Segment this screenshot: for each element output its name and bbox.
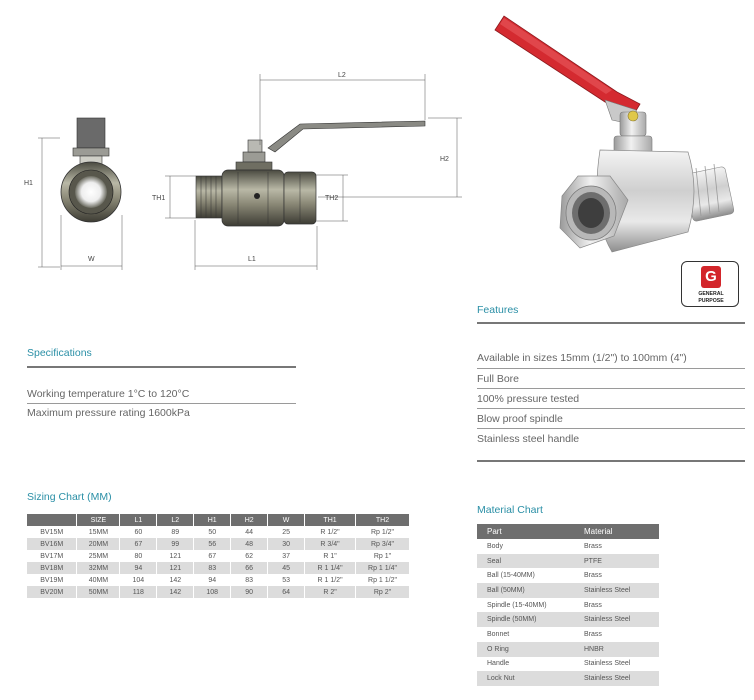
table-cell: BV19M — [27, 574, 77, 586]
feature-item: Blow proof spindle — [477, 413, 563, 425]
l2-label: L2 — [338, 72, 346, 79]
column-header: TH2 — [356, 514, 410, 526]
table-cell: 60 — [120, 526, 157, 538]
table-row — [27, 586, 410, 598]
material-chart-title: Material Chart — [477, 504, 543, 516]
table-row — [27, 562, 410, 574]
table-cell: 94 — [194, 574, 231, 586]
table-cell: R 3/4" — [305, 538, 356, 550]
spec-item: Working temperature 1°C to 120°C — [27, 388, 190, 400]
table-cell: Lock Nut — [477, 671, 574, 686]
table-row — [477, 568, 659, 583]
table-cell: 53 — [268, 574, 305, 586]
table-row — [477, 539, 659, 554]
table-cell: Brass — [584, 630, 602, 638]
table-row — [27, 526, 410, 538]
table-cell: BV18M — [27, 562, 77, 574]
feature-item: Available in sizes 15mm (1/2") to 100mm (4") — [477, 352, 687, 364]
table-cell: 64 — [268, 586, 305, 598]
general-purpose-badge — [681, 261, 739, 307]
table-cell: Stainless Steel — [574, 671, 659, 686]
column-header: TH1 — [305, 514, 356, 526]
table-cell: 20MM — [77, 538, 120, 550]
table-row — [477, 583, 659, 598]
table-cell: Rp 1" — [356, 550, 410, 562]
column-header: L1 — [120, 514, 157, 526]
feature-item: Full Bore — [477, 373, 520, 385]
table-cell: 80 — [120, 550, 157, 562]
front-view-drawing — [24, 118, 122, 270]
side-view-drawing — [152, 72, 462, 270]
table-cell: 56 — [194, 538, 231, 550]
material-chart-table — [477, 524, 659, 686]
table-header-row — [477, 524, 659, 539]
table-row — [27, 550, 410, 562]
table-cell: R 1 1/4" — [305, 562, 356, 574]
table-cell: Rp 1/2" — [356, 526, 410, 538]
table-cell: BV20M — [27, 586, 77, 598]
table-cell: R 1" — [305, 550, 356, 562]
table-row — [477, 612, 659, 627]
table-cell: Stainless Steel — [574, 612, 659, 627]
table-cell: 25 — [268, 526, 305, 538]
table-cell: Body — [487, 542, 503, 550]
table-cell: Rp 1 1/2" — [356, 574, 410, 586]
table-cell: BV16M — [27, 538, 77, 550]
divider — [477, 408, 745, 409]
table-header-row — [27, 514, 410, 526]
table-cell: R 1 1/2" — [305, 574, 356, 586]
table-cell: 142 — [157, 574, 194, 586]
table-row — [27, 574, 410, 586]
table-cell: Bonnet — [487, 630, 510, 638]
table-cell: 66 — [231, 562, 268, 574]
specifications-title: Specifications — [27, 347, 92, 359]
table-cell: O Ring — [477, 642, 574, 657]
table-cell: Brass — [584, 601, 602, 609]
table-row — [477, 627, 659, 642]
divider — [477, 388, 745, 389]
column-header: H2 — [231, 514, 268, 526]
table-cell: 99 — [157, 538, 194, 550]
table-cell: Stainless Steel — [574, 583, 659, 598]
table-cell: 67 — [120, 538, 157, 550]
table-cell: 83 — [231, 574, 268, 586]
table-cell: 108 — [194, 586, 231, 598]
table-cell: 118 — [120, 586, 157, 598]
h1-label: H1 — [24, 180, 33, 187]
divider — [477, 460, 745, 462]
table-cell: R 1/2" — [305, 526, 356, 538]
table-cell: 15MM — [77, 526, 120, 538]
table-cell: Spindle (15-40MM) — [487, 601, 547, 609]
ball-valve-photo — [495, 16, 735, 252]
table-cell: Ball (15-40MM) — [487, 572, 535, 580]
column-header: Material — [574, 524, 659, 539]
table-cell: 30 — [268, 538, 305, 550]
table-cell: Brass — [584, 542, 602, 550]
table-cell: 94 — [120, 562, 157, 574]
table-cell: 121 — [157, 562, 194, 574]
general-purpose-g-icon: G — [701, 266, 721, 288]
th2-label: TH2 — [325, 195, 339, 202]
sizing-chart-title: Sizing Chart (MM) — [27, 491, 112, 503]
table-cell: 37 — [268, 550, 305, 562]
table-cell: Seal — [477, 554, 574, 569]
table-cell: 104 — [120, 574, 157, 586]
table-cell: BV17M — [27, 550, 77, 562]
column-header: SIZE — [77, 514, 120, 526]
badge-line-2: PURPOSE — [698, 298, 724, 304]
divider — [477, 368, 745, 369]
table-cell: 48 — [231, 538, 268, 550]
column-header: Part — [477, 524, 574, 539]
table-cell: Rp 3/4" — [356, 538, 410, 550]
table-cell: Rp 1 1/4" — [356, 562, 410, 574]
table-cell: 25MM — [77, 550, 120, 562]
table-cell: 50MM — [77, 586, 120, 598]
table-cell: BV15M — [27, 526, 77, 538]
sizing-chart-table — [27, 514, 410, 598]
h2-label: H2 — [440, 156, 449, 163]
column-header: W — [268, 514, 305, 526]
table-cell: 32MM — [77, 562, 120, 574]
table-cell: 40MM — [77, 574, 120, 586]
table-cell: 44 — [231, 526, 268, 538]
table-cell: HNBR — [574, 642, 659, 657]
table-row — [27, 538, 410, 550]
spec-item: Maximum pressure rating 1600kPa — [27, 407, 190, 419]
features-title: Features — [477, 304, 519, 316]
table-row — [477, 598, 659, 613]
table-cell: 142 — [157, 586, 194, 598]
table-cell: 45 — [268, 562, 305, 574]
table-row — [477, 554, 659, 569]
feature-item: Stainless steel handle — [477, 433, 580, 445]
th1-label: TH1 — [152, 195, 166, 202]
table-row — [477, 657, 659, 672]
w-label: W — [88, 256, 95, 263]
table-cell: Ball (50MM) — [477, 583, 574, 598]
table-cell: Spindle (50MM) — [477, 612, 574, 627]
column-header: L2 — [157, 514, 194, 526]
table-cell: Handle — [487, 660, 510, 668]
divider — [477, 428, 745, 429]
badge-line-1: GENERAL — [698, 291, 724, 297]
table-cell: Rp 2" — [356, 586, 410, 598]
table-cell: PTFE — [574, 554, 659, 569]
table-cell: Stainless Steel — [584, 660, 631, 668]
table-row — [477, 671, 659, 686]
column-header — [27, 514, 77, 526]
table-cell: 62 — [231, 550, 268, 562]
table-cell: R 2" — [305, 586, 356, 598]
column-header: H1 — [194, 514, 231, 526]
table-cell: 90 — [231, 586, 268, 598]
table-row — [477, 642, 659, 657]
table-cell: 83 — [194, 562, 231, 574]
divider — [27, 403, 296, 404]
table-cell: Brass — [584, 572, 602, 580]
table-cell: 89 — [157, 526, 194, 538]
feature-item: 100% pressure tested — [477, 393, 580, 405]
l1-label: L1 — [248, 256, 256, 263]
table-cell: 50 — [194, 526, 231, 538]
table-cell: 67 — [194, 550, 231, 562]
specifications-rule — [27, 366, 296, 368]
table-cell: 121 — [157, 550, 194, 562]
features-rule — [477, 322, 745, 324]
